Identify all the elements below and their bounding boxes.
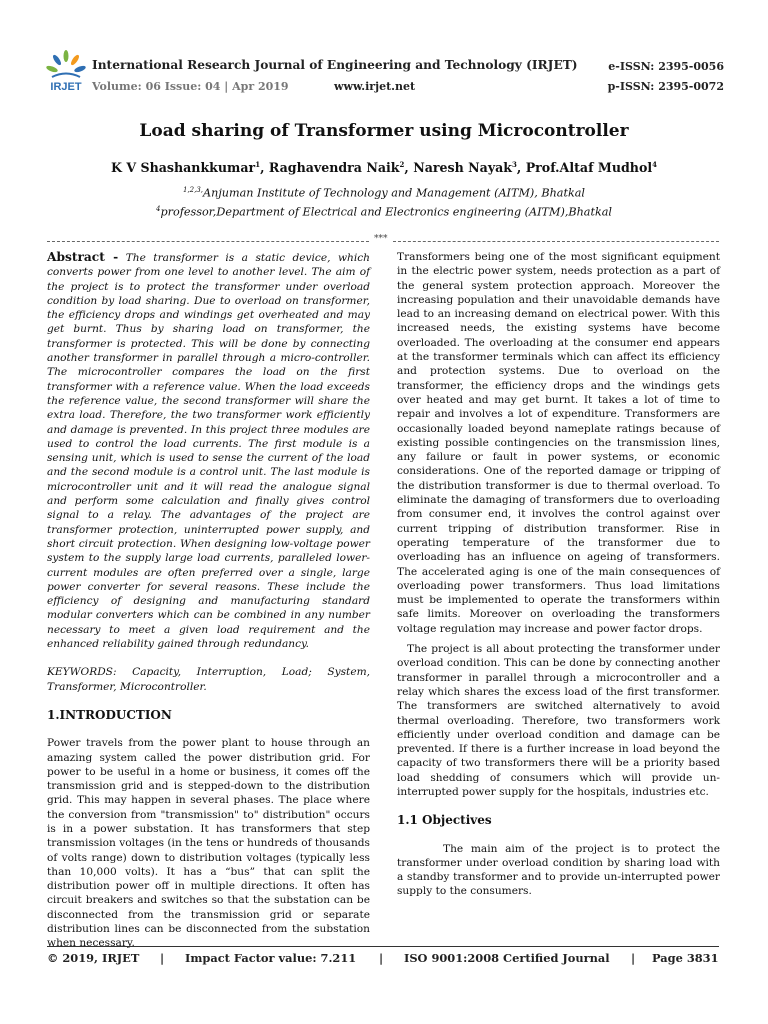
paper-title: Load sharing of Transformer using Microcontroller — [139, 121, 629, 141]
footer-impact-factor: Impact Factor value: 7.211 — [185, 951, 357, 965]
abstract-label: Abstract - — [47, 250, 119, 264]
footer-copyright: © 2019, IRJET — [47, 951, 140, 965]
footer-page-number: Page 3831 — [652, 951, 719, 965]
affiliation-text: Anjuman Institute of Technology and Management (AITM), Bhatkal — [203, 186, 585, 200]
divider-dash-right — [393, 241, 719, 242]
affiliation-institute — [0, 186, 768, 200]
author-sup: 2 — [399, 160, 405, 169]
logo-text: IRJET — [50, 81, 82, 93]
left-column — [47, 250, 370, 951]
e-issn: e-ISSN: 2395-0056 — [608, 60, 724, 73]
right-column — [397, 250, 720, 899]
journal-name: International Research Journal of Engineering and Technology (IRJET) — [92, 58, 578, 72]
introduction-text: Power travels from the power plant to house through an amazing system called the power distribution grid. For power to be useful in a home or business, it comes off the transmission grid and is stepped-down to the distribution grid. This may happen in several phases. The place where the conversion from "transmission" to" distribution" occurs is in a power substation. It has transformers that step transmission voltages (in the tens or hundreds of thousands of volts range) down to distribution voltages (typically less than 10,000 volts). It has a “bus” that can split the distribution power off in multiple directions. It often has circuit breakers and switches so that the substation can be disconnected from the transmission grid or separate distribution lines can be disconnected from the substation when necessary. — [47, 737, 370, 950]
journal-header — [44, 50, 726, 98]
author-name: Naresh Nayak — [413, 160, 513, 176]
footer-separator: | — [160, 951, 165, 965]
introduction-heading: 1.INTRODUCTION — [47, 707, 172, 722]
divider-dash-left — [47, 241, 369, 242]
footer-rule — [47, 946, 719, 947]
author-name: Prof.Altaf Mudhol — [525, 160, 653, 176]
affiliation-department — [0, 205, 768, 219]
abstract-text: The transformer is a static device, which converts power from one level to another level. The aim of the project is to protect the transformer under overload condition by load sharing. Due to overload on transformer, the efficiency drops and windings get overheated and may get burnt. Thus by sharing load on transformer, the transformer is protected. This will be done by connecting another transformer in parallel through a micro-controller. The microcontroller compares the load on the first transformer with a reference value. When the load exceeds the reference value, the second transformer will share the extra load. Therefore, the two transformer work efficiently and damage is prevented. In this project three modules are used to control the load currents. The first module is a sensing unit, which is used to sense the current of the load and the second module is a control unit. The last module is microcontroller unit and it will read the analogue signal and perform some calculation and finally gives control signal to a relay. The advantages of the project are transformer protection, uninterrupted power supply, and short circuit protection. When designing low-voltage power system to the supply large load currents, paralleled lower-current modules are often preferred over a single, large power converter for several reasons. These include the efficiency of designing and manufacturing standard modular converters which can be combined in any number necessary to meet a given load requirement and the enhanced reliability gained through redundancy. — [47, 252, 370, 651]
objectives-heading: 1.1 Objectives — [397, 813, 492, 828]
volume-issue: Volume: 06 Issue: 04 | Apr 2019 — [92, 80, 289, 93]
affiliation-text: professor,Department of Electrical and Electronics engineering (AITM),Bhatkal — [160, 205, 612, 219]
objectives-text: The main aim of the project is to protect the transformer under overload condition by sharing load with a standby transformer and to provide un-interrupted power supply to the consumers. — [397, 842, 720, 898]
body-paragraph: Transformers being one of the most significant equipment in the electric power system, needs protection as a part of the general system protection approach. Moreover the increasing population and their unavoidable demands have lead to an increasing demand on electrical power. With this increased needs, the existing systems have become overloaded. The overloading at the consumer end appears at the transformer terminals which can affect its efficiency and protection systems. Due to overload on the transformer, the efficiency drops and the windings gets over heated and may get burnt. It takes a lot of time to repair and involves a lot of expenditure. Transformers are occasionally loaded beyond nameplate ratings because of existing possible contingencies on the transmission lines, any failure or fault in power systems, or economic considerations. One of the reported damage or tripping of the distribution transformer is due to thermal overload. To eliminate the damaging of transformers due to overloading from consumer end, it involves the control against over current tripping of distribution transformer. Rise in operating temperature of the transformer due to overloading has an influence on ageing of transformers. The accelerated aging is one of the main consequences of overloading power transformers. Thus load limitations must be implemented to operate the transformers within safe limits. Moreover on overloading the transformers voltage regulation may increase and power factor drops. — [397, 251, 720, 635]
body-paragraph: The project is all about protecting the transformer under overload condition. This can be done by connecting another transformer in parallel through a microcontroller and a relay which shares the excess load of the first transformer. The transformers are switched alternatively to avoid thermal overloading. Therefore, two transformers work efficiently under overload condition and damage can be prevented. If there is a further increase in load beyond the capacity of two transformers there will be a priority based load shedding of consumers which will provide un-interrupted power supply for the hospitals, industries etc. — [397, 643, 720, 798]
footer-separator: | — [631, 951, 636, 965]
keywords: KEYWORDS: Capacity, Interruption, Load; System, Transformer, Microcontroller. — [47, 666, 370, 693]
journal-url[interactable]: www.irjet.net — [334, 80, 416, 93]
footer-iso: ISO 9001:2008 Certified Journal — [404, 951, 610, 965]
irjet-logo — [44, 50, 88, 98]
author-name: Raghavendra Naik — [268, 160, 400, 176]
abstract — [47, 250, 370, 651]
footer-separator: | — [379, 951, 384, 965]
author-sup: 4 — [652, 160, 657, 169]
author-sup: 1 — [255, 160, 261, 169]
author-name: K V Shashankkumar — [110, 160, 256, 176]
author-sup: 3 — [512, 160, 517, 169]
affiliation-sup: 4 — [155, 205, 161, 213]
author-list: K V Shashankkumar$^1$, Raghavendra Naik$^2$, Naresh Nayak$^3$, Prof.Altaf Mudhol$^4$ — [110, 160, 657, 176]
divider-stars: *** — [374, 234, 388, 244]
section-divider — [47, 236, 719, 246]
p-issn: p-ISSN: 2395-0072 — [607, 80, 724, 93]
affiliation-sup: 1,2,3, — [182, 186, 204, 194]
